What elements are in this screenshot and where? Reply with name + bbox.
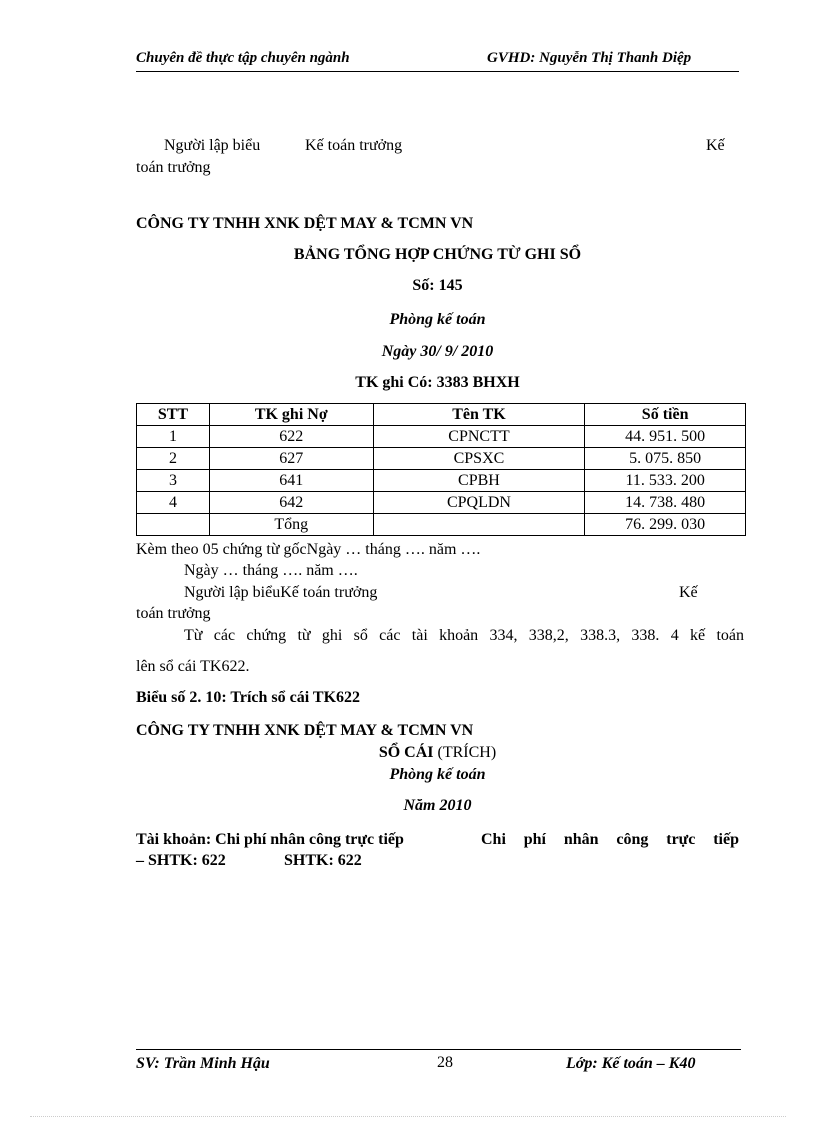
department: Phòng kế toán <box>389 311 486 328</box>
cell-amount: 11. 533. 200 <box>585 470 746 492</box>
signer-chief-accountant: Kế toán trưởng <box>305 137 403 154</box>
paragraph-line-1: Từ các chứng từ ghi sổ các tài khoản 334, 338,2, 338.3, 338. 4 kế toán <box>184 627 744 644</box>
table-row <box>137 448 746 470</box>
company-name: CÔNG TY TNHH XNK DỆT MAY & TCMN VN <box>136 215 474 232</box>
cell-account-name: CPNCTT <box>373 426 585 448</box>
account-line-1a: Tài khoản: Chi phí nhân công trực tiếp <box>136 831 404 848</box>
cell-empty <box>373 514 585 536</box>
cell-account-name: CPSXC <box>373 448 585 470</box>
col-header-amount: Số tiền <box>585 404 746 426</box>
header-rule <box>136 71 739 72</box>
footer-rule <box>136 1049 741 1050</box>
signer-third-end: toán trưởng <box>136 159 211 176</box>
ledger-year: Năm 2010 <box>403 797 472 814</box>
ledger-department: Phòng kế toán <box>389 766 486 783</box>
paragraph-line-2: lên sổ cái TK622. <box>136 658 250 675</box>
signer-third-start: Kế <box>706 137 725 154</box>
signer-preparer: Người lập biểu <box>164 137 261 154</box>
col-header-account-name: Tên TK <box>373 404 585 426</box>
table-row <box>137 470 746 492</box>
ledger-company-name: CÔNG TY TNHH XNK DỆT MAY & TCMN VN <box>136 722 474 739</box>
account-line-1b: Chi phí nhân công trực tiếp <box>481 831 739 848</box>
credit-account: TK ghi Có: 3383 BHXH <box>355 374 520 391</box>
cell-debit-account: 641 <box>209 470 373 492</box>
cell-total-label: Tổng <box>209 514 373 536</box>
footer-class: Lớp: Kế toán – K40 <box>566 1055 696 1072</box>
cell-amount: 5. 075. 850 <box>585 448 746 470</box>
date-line: Ngày … tháng …. năm …. <box>184 562 358 579</box>
col-header-debit-account: TK ghi Nợ <box>209 404 373 426</box>
cell-stt: 4 <box>137 492 210 514</box>
cell-stt: 3 <box>137 470 210 492</box>
signer-third-start-2: Kế <box>679 584 698 601</box>
cell-stt-empty <box>137 514 210 536</box>
cell-stt: 2 <box>137 448 210 470</box>
cell-amount: 44. 951. 500 <box>585 426 746 448</box>
cell-account-name: CPBH <box>373 470 585 492</box>
cell-total-amount: 76. 299. 030 <box>585 514 746 536</box>
cell-debit-account: 622 <box>209 426 373 448</box>
ledger-title-sub: (TRÍCH) <box>437 744 497 761</box>
voucher-number: Số: 145 <box>412 277 463 294</box>
cell-debit-account: 627 <box>209 448 373 470</box>
ledger-title-main: SỔ CÁI <box>378 744 434 761</box>
voucher-table <box>136 403 746 536</box>
page-number: 28 <box>437 1054 453 1071</box>
cell-account-name: CPQLDN <box>373 492 585 514</box>
header-right: GVHD: Nguyễn Thị Thanh Diệp <box>487 50 692 66</box>
cell-debit-account: 642 <box>209 492 373 514</box>
footer-student: SV: Trần Minh Hậu <box>136 1055 270 1072</box>
col-header-stt: STT <box>137 404 210 426</box>
voucher-date: Ngày 30/ 9/ 2010 <box>381 343 494 360</box>
cell-stt: 1 <box>137 426 210 448</box>
document-title: BẢNG TỔNG HỢP CHỨNG TỪ GHI SỔ <box>293 246 582 263</box>
table-row <box>137 492 746 514</box>
ledger-caption: Biểu số 2. 10: Trích sổ cái TK622 <box>136 689 361 706</box>
table-row <box>137 426 746 448</box>
signers-line: Người lập biểuKế toán trưởng <box>184 584 378 601</box>
account-line-2b: SHTK: 622 <box>284 852 362 869</box>
signer-third-end-2: toán trưởng <box>136 605 211 622</box>
header-left: Chuyên đề thực tập chuyên ngành <box>136 50 350 66</box>
page-edge-dotted <box>30 1116 786 1117</box>
attachments-line: Kèm theo 05 chứng từ gốcNgày … tháng …. năm …. <box>136 541 481 558</box>
table-total-row <box>137 514 746 536</box>
cell-amount: 14. 738. 480 <box>585 492 746 514</box>
table-header-row <box>137 404 746 426</box>
ledger-title <box>136 743 739 763</box>
account-line-2a: – SHTK: 622 <box>136 852 226 869</box>
